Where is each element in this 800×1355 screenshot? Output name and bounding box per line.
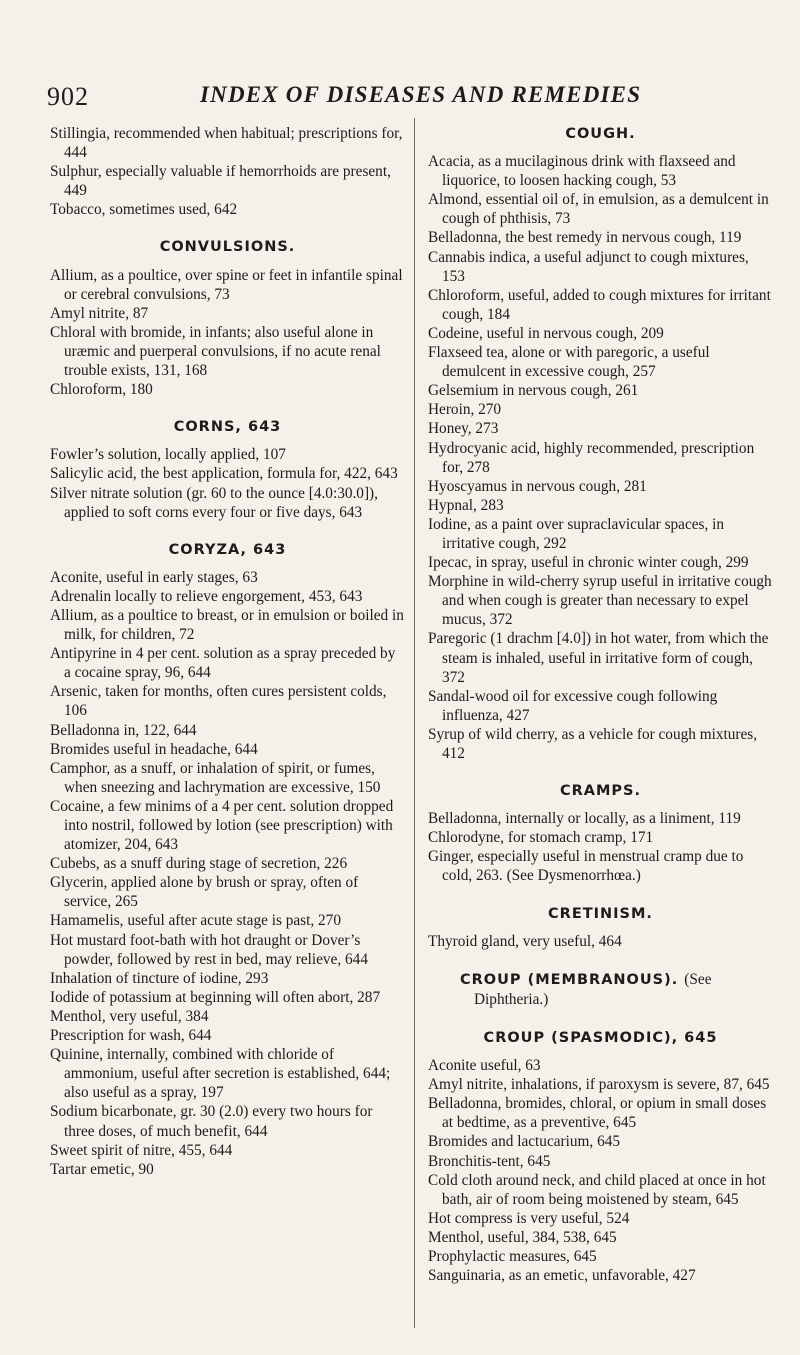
- index-entry: Sodium bicarbonate, gr. 30 (2.0) every two hours for three doses, of much benefit, 644: [50, 1103, 373, 1140]
- cough-entries: [428, 152, 773, 763]
- section-heading-coryza: CORYZA, 643: [168, 541, 287, 558]
- index-entry: Stillingia, recommended when habitual; prescriptions for, 444: [50, 125, 403, 162]
- index-entry: Fowler’s solution, locally applied, 107: [50, 446, 286, 464]
- index-entry: Morphine in wild-cherry syrup useful in irritative cough and when cough is greater than necessary to expel mucus, 372: [428, 573, 772, 629]
- section-heading-convulsions: CONVULSIONS.: [159, 239, 296, 256]
- index-entry: Salicylic acid, the best application, formula for, 422, 643: [50, 465, 398, 483]
- page-number: 902: [47, 82, 89, 111]
- index-entry: Codeine, useful in nervous cough, 209: [428, 324, 664, 342]
- section-heading-corns: CORNS, 643: [173, 419, 282, 436]
- index-entry: Cubebs, as a snuff during stage of secretion, 226: [50, 855, 348, 873]
- index-entry: Tartar emetic, 90: [50, 1160, 154, 1178]
- index-entry: Hot compress is very useful, 524: [428, 1209, 630, 1227]
- index-entry: Chlorodyne, for stomach cramp, 171: [428, 829, 654, 847]
- index-entry: Hydrocyanic acid, highly recommended, prescription for, 278: [428, 439, 755, 476]
- section-heading-croup-membranous: [460, 970, 773, 1010]
- index-entry: Gelsemium in nervous cough, 261: [428, 382, 639, 400]
- index-entry: Glycerin, applied alone by brush or spray, often of service, 265: [50, 874, 359, 911]
- index-entry: Bromides and lactucarium, 645: [428, 1133, 621, 1151]
- index-entry: Aconite useful, 63: [428, 1057, 541, 1075]
- section-heading-cramps: CRAMPS.: [559, 783, 642, 800]
- index-entry: Inhalation of tincture of iodine, 293: [50, 969, 269, 987]
- running-title: INDEX OF DISEASES AND REMEDIES: [200, 82, 642, 107]
- section-heading-cretinism: CRETINISM.: [548, 905, 653, 922]
- index-entry: Arsenic, taken for months, often cures persistent colds, 106: [50, 683, 387, 720]
- index-entry: Sanguinaria, as an emetic, unfavorable, 427: [428, 1267, 696, 1285]
- index-entry: Chloroform, 180: [50, 381, 153, 399]
- index-entry: Iodide of potassium at beginning will often abort, 287: [50, 988, 381, 1006]
- index-entry: Flaxseed tea, alone or with paregoric, a useful demulcent in excessive cough, 257: [428, 344, 710, 381]
- croup-membranous-see-also: (See Diphtheria.): [474, 970, 712, 1008]
- left-column: [50, 124, 405, 1179]
- coryza-entries: [50, 568, 405, 1179]
- index-entry: Thyroid gland, very useful, 464: [428, 932, 622, 950]
- index-entry: Sulphur, especially valuable if hemorrhoids are present, 449: [50, 163, 391, 200]
- index-entry: Allium, as a poultice to breast, or in emulsion or boiled in milk, for children, 72: [50, 606, 404, 644]
- column-divider: [414, 118, 415, 1328]
- index-entry: Honey, 273: [428, 420, 499, 438]
- index-entry: Ginger, especially useful in menstrual cramp due to cold, 263. (See Dysmenorrhœa.): [428, 848, 744, 885]
- index-entry: Belladonna, bromides, chloral, or opium in small doses at bedtime, as a preventive, 645: [428, 1095, 767, 1132]
- index-entry: Bromides useful in headache, 644: [50, 740, 258, 758]
- index-entry: Camphor, as a snuff, or inhalation of spirit, or fumes, when sneezing and lachrymation are excessive, 150: [50, 759, 381, 796]
- index-entry: Adrenalin locally to relieve engorgement, 453, 643: [50, 587, 363, 605]
- index-entry: Amyl nitrite, inhalations, if paroxysm is severe, 87, 645: [428, 1076, 770, 1094]
- convulsions-entries: [50, 266, 405, 400]
- right-column: [428, 124, 773, 1285]
- index-entry: Heroin, 270: [428, 401, 502, 419]
- cramps-entries: [428, 809, 773, 885]
- index-entry: Chloral with bromide, in infants; also useful alone in uræmic and puerperal convulsions, if no acute renal trouble exists, 131, 168: [50, 323, 381, 380]
- section-heading-cough: COUGH.: [565, 126, 636, 142]
- index-entry: Menthol, useful, 384, 538, 645: [428, 1228, 617, 1246]
- index-entry: Iodine, as a paint over supraclavicular spaces, in irritative cough, 292: [428, 515, 725, 552]
- index-entry: Syrup of wild cherry, as a vehicle for cough mixtures, 412: [428, 725, 758, 762]
- index-entry: Amyl nitrite, 87: [50, 304, 149, 322]
- intro-entries: [50, 124, 405, 219]
- index-entry: Ipecac, in spray, useful in chronic winter cough, 299: [428, 554, 749, 572]
- index-entry: Quinine, internally, combined with chloride of ammonium, useful after secretion is established, 644; also useful as a spray, 197: [50, 1046, 391, 1102]
- index-entry: Belladonna in, 122, 644: [50, 721, 197, 739]
- index-entry: Sandal-wood oil for excessive cough following influenza, 427: [428, 687, 718, 724]
- croup-spasmodic-entries: [428, 1056, 773, 1285]
- index-entry: Prophylactic measures, 645: [428, 1247, 597, 1265]
- index-entry: Aconite, useful in early stages, 63: [50, 568, 258, 586]
- index-entry: Menthol, very useful, 384: [50, 1007, 209, 1025]
- index-entry: Allium, as a poultice, over spine or feet in infantile spinal or cerebral convulsions, 73: [50, 266, 403, 303]
- index-entry: Hot mustard foot-bath with hot draught or Dover’s powder, followed by rest in bed, may relieve, 644: [50, 931, 368, 968]
- index-entry: Antipyrine in 4 per cent. solution as a spray preceded by a cocaine spray, 96, 644: [50, 645, 396, 682]
- index-entry: Hamamelis, useful after acute stage is past, 270: [50, 912, 341, 930]
- index-entry: Hyoscyamus in nervous cough, 281: [428, 477, 647, 495]
- index-entry: Cocaine, a few minims of a 4 per cent. solution dropped into nostril, followed by lotion (see prescription) with atomizer, 204, 643: [50, 797, 394, 854]
- index-entry: Tobacco, sometimes used, 642: [50, 201, 238, 219]
- index-entry: Chloroform, useful, added to cough mixtures for irritant cough, 184: [428, 286, 771, 323]
- index-entry: Prescription for wash, 644: [50, 1027, 212, 1045]
- index-entry: Belladonna, the best remedy in nervous cough, 119: [428, 229, 742, 247]
- index-entry: Cannabis indica, a useful adjunct to cough mixtures, 153: [428, 248, 749, 285]
- index-entry: Acacia, as a mucilaginous drink with flaxseed and liquorice, to loosen hacking cough, 53: [428, 153, 736, 190]
- corns-entries: [50, 445, 405, 521]
- cretinism-entries: [428, 932, 773, 951]
- index-entry: Silver nitrate solution (gr. 60 to the ounce [4.0:30.0]), applied to soft corns every four or five days, 643: [50, 484, 378, 521]
- index-entry: Almond, essential oil of, in emulsion, as a demulcent in cough of phthisis, 73: [428, 191, 769, 228]
- index-entry: Sweet spirit of nitre, 455, 644: [50, 1141, 233, 1159]
- index-entry: Cold cloth around neck, and child placed at once in hot bath, air of room being moistened by steam, 645: [428, 1171, 766, 1208]
- croup-membranous-title: CROUP (MEMBRANOUS).: [460, 971, 679, 988]
- index-entry: Belladonna, internally or locally, as a liniment, 119: [428, 810, 741, 828]
- section-heading-croup-spasmodic: CROUP (SPASMODIC), 645: [483, 1029, 718, 1046]
- index-entry: Hypnal, 283: [428, 496, 504, 514]
- index-entry: Bronchitis-tent, 645: [428, 1152, 551, 1170]
- index-entry: Paregoric (1 drachm [4.0]) in hot water, from which the steam is inhaled, useful in irritative form of cough, 372: [428, 630, 769, 686]
